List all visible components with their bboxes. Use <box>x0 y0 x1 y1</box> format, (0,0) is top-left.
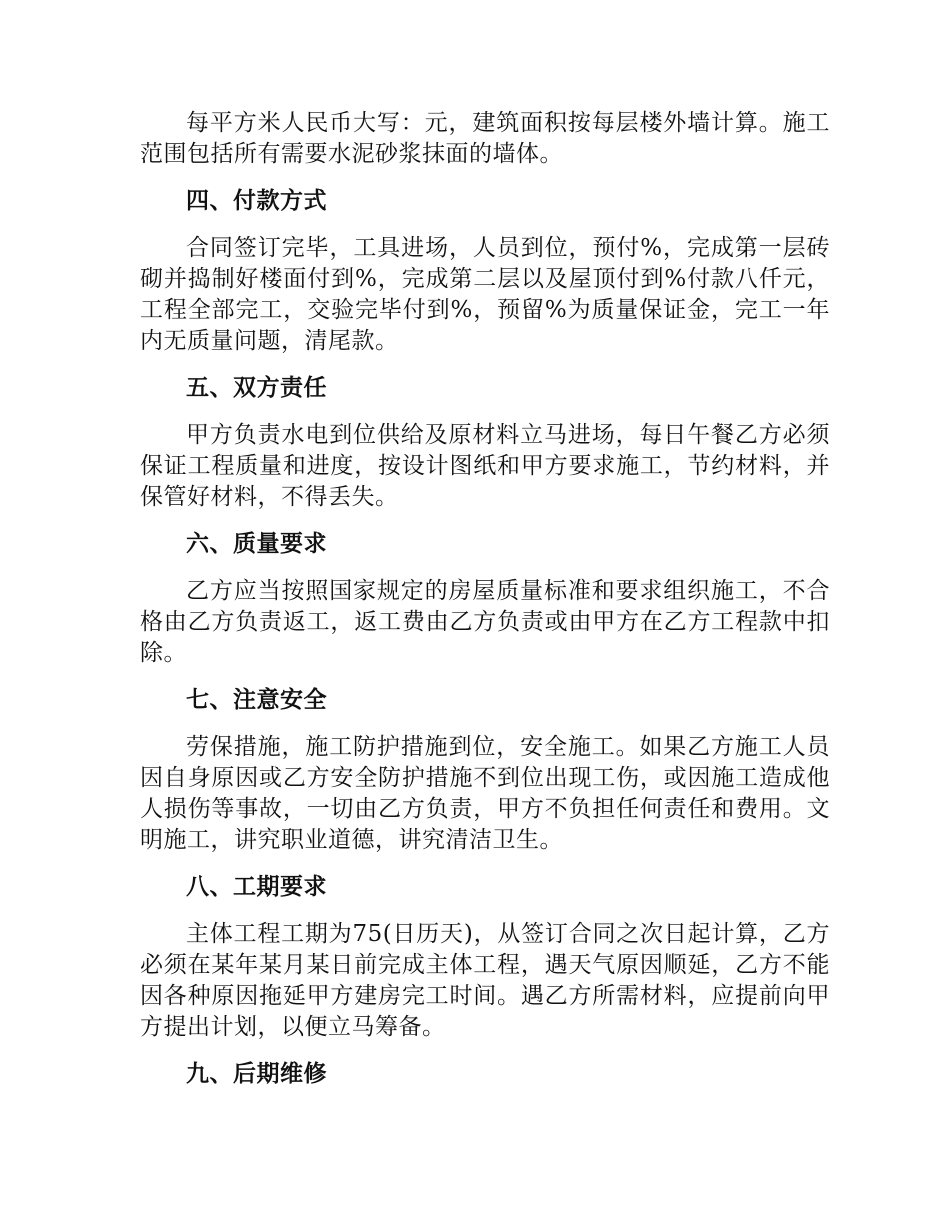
heading-safety: 七、注意安全 <box>186 686 327 713</box>
paragraph-mutual-responsibility: 甲方负责水电到位供给及原材料立马进场，每日午餐乙方必须保证工程质量和进度，按设计图纸和甲方要求施工，节约材料，并保管好材料，不得丢失。 <box>140 422 830 510</box>
paragraph-payment-method: 合同签订完毕，工具进场，人员到位，预付%，完成第一层砖砌并捣制好楼面付到%，完成第二层以及屋顶付到%付款八仟元，工程全部完工，交验完毕付到%，预留%为质量保证金，完工一年内无质量问题，清尾款。 <box>140 235 830 354</box>
paragraph-quality-requirements: 乙方应当按照国家规定的房屋质量标准和要求组织施工，不合格由乙方负责返工，返工费由乙方负责或由甲方在乙方工程款中扣除。 <box>140 578 830 666</box>
heading-schedule-requirements: 八、工期要求 <box>186 873 327 900</box>
heading-payment-method: 四、付款方式 <box>186 187 327 214</box>
heading-mutual-responsibility: 五、双方责任 <box>186 374 327 401</box>
paragraph-area-pricing: 每平方米人民币大写：元，建筑面积按每层楼外墙计算。施工范围包括所有需要水泥砂浆抹面的墙体。 <box>140 110 830 167</box>
document-page <box>140 108 830 1089</box>
heading-maintenance: 九、后期维修 <box>186 1060 327 1087</box>
heading-quality-requirements: 六、质量要求 <box>186 530 327 557</box>
paragraph-schedule-requirements: 主体工程工期为75(日历天)，从签订合同之次日起计算，乙方必须在某年某月某日前完成主体工程，遇天气原因顺延，乙方不能因各种原因拖延甲方建房完工时间。遇乙方所需材料，应提前向甲方提出计划，以便立马筹备。 <box>140 921 830 1040</box>
paragraph-safety: 劳保措施，施工防护措施到位，安全施工。如果乙方施工人员因自身原因或乙方安全防护措施不到位出现工伤，或因施工造成他人损伤等事故，一切由乙方负责，甲方不负担任何责任和费用。文明施工，讲究职业道德，讲究清洁卫生。 <box>140 734 830 853</box>
